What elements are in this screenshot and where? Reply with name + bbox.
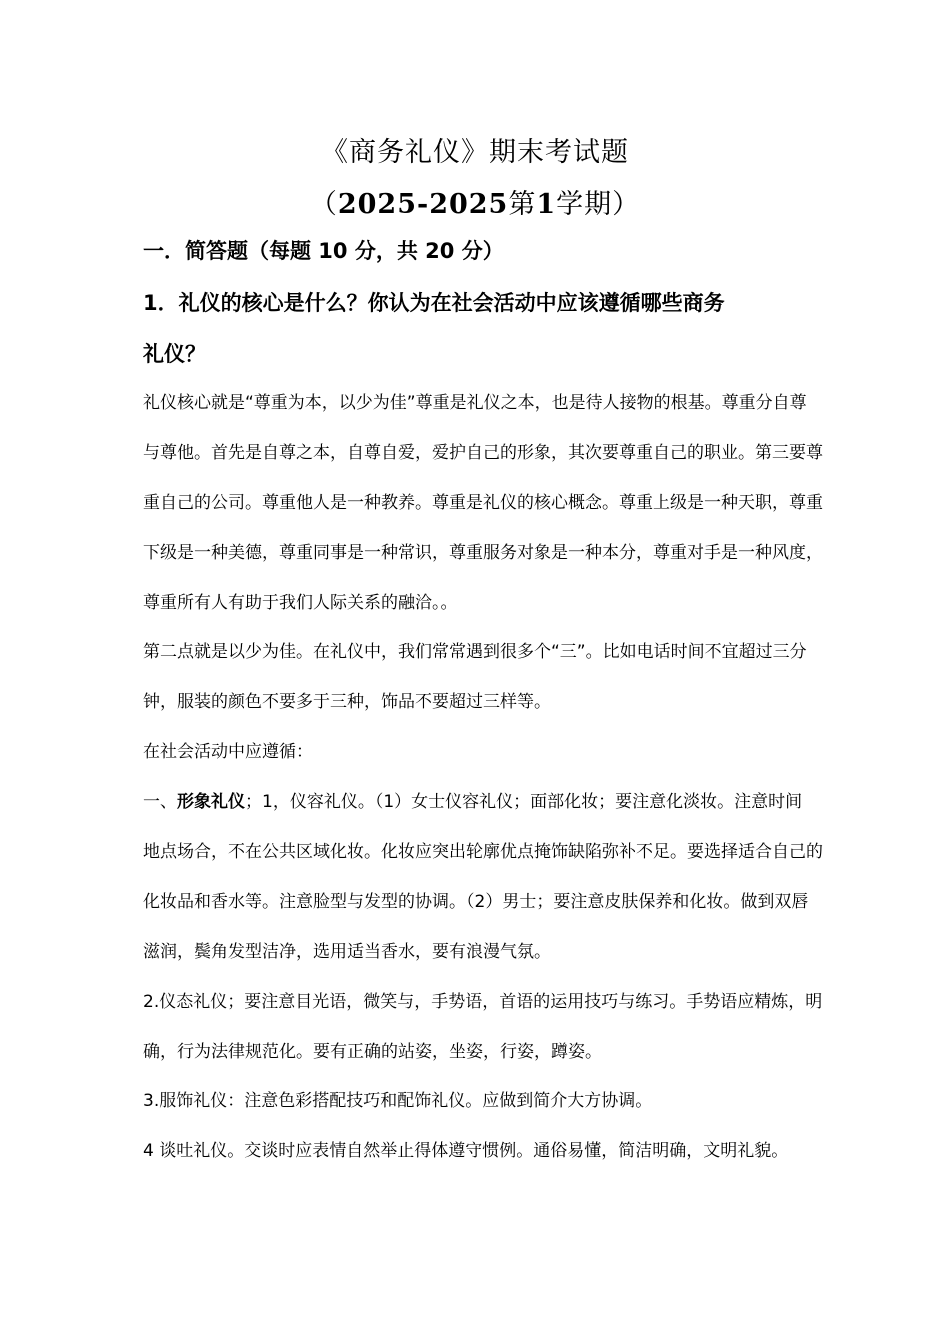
answer-line: 重自己的公司。尊重他人是一种教养。尊重是礼仪的核心概念。尊重上级是一种天职，尊重	[143, 493, 823, 513]
answer-line: 滋润，鬓角发型洁净，选用适当香水，要有浪漫气氛。	[143, 942, 551, 962]
subtitle-open: （	[309, 189, 338, 220]
subtitle-term: 学期）	[556, 189, 641, 220]
answer-line: 尊重所有人有助于我们人际关系的融洽。。	[143, 593, 458, 613]
answer-line: 确，行为法律规范化。要有正确的站姿，坐姿，行姿，蹲姿。	[143, 1042, 602, 1062]
answer-line: 与尊他。首先是自尊之本，自尊自爱，爱护自己的形象，其次要尊重自己的职业。第三要尊	[143, 443, 823, 463]
image-etiquette-prefix: 一、	[143, 792, 177, 812]
subtitle-di: 第	[508, 189, 537, 220]
answer-line: 礼仪核心就是“尊重为本，以少为佳”尊重是礼仪之本，也是待人接物的根基。尊重分自尊	[143, 393, 807, 413]
document-subtitle	[0, 182, 950, 221]
document-title: 《商务礼仪》期末考试题	[321, 137, 629, 168]
image-etiquette-bold: 形象礼仪	[177, 792, 245, 812]
question-heading-line-1: 1．礼仪的核心是什么？你认为在社会活动中应该遵循哪些商务	[143, 291, 725, 315]
image-etiquette-rest: ；1，仪容礼仪。（1）女士仪容礼仪；面部化妆；要注意化淡妆。注意时间	[245, 792, 803, 812]
section-heading: 一．简答题（每题 10 分，共 20 分）	[143, 239, 504, 263]
subtitle-num: 1	[536, 189, 557, 220]
answer-line: 4 谈吐礼仪。交谈时应表情自然举止得体遵守惯例。通俗易懂，简洁明确，文明礼貌。	[143, 1141, 789, 1161]
subtitle-years: 2025-2025	[337, 189, 509, 220]
answer-line: 地点场合，不在公共区域化妆。化妆应突出轮廓优点掩饰缺陷弥补不足。要选择适合自己的	[143, 842, 823, 862]
answer-line: 在社会活动中应遵循：	[143, 742, 313, 762]
answer-line: 化妆品和香水等。注意脸型与发型的协调。（2）男士；要注意皮肤保养和化妆。做到双唇	[143, 892, 809, 912]
answer-line: 2.仪态礼仪；要注意目光语，微笑与，手势语，首语的运用技巧与练习。手势语应精炼，明	[143, 992, 823, 1012]
answer-line: 钟，服装的颜色不要多于三种，饰品不要超过三样等。	[143, 692, 551, 712]
answer-line: 第二点就是以少为佳。在礼仪中，我们常常遇到很多个“三”。比如电话时间不宜超过三分	[143, 642, 807, 662]
question-heading-line-2: 礼仪？	[143, 342, 206, 366]
image-etiquette-line	[143, 787, 802, 812]
answer-line: 下级是一种美德，尊重同事是一种常识，尊重服务对象是一种本分，尊重对手是一种风度，	[143, 543, 823, 563]
answer-line: 3.服饰礼仪：注意色彩搭配技巧和配饰礼仪。应做到简介大方协调。	[143, 1091, 653, 1111]
